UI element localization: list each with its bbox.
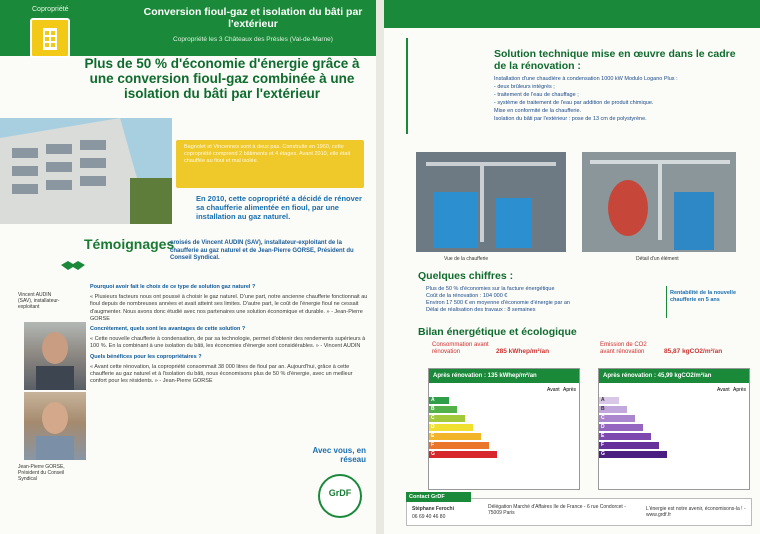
testimony-body [90, 284, 368, 388]
article-location: Copropriété les 3 Châteaux des Présles (Val-de-Marne) [173, 36, 333, 43]
contact-name: Stéphane Ferochi [412, 506, 454, 512]
solution-item: Mise en conformité de la chaufferie. [494, 108, 582, 114]
photo2-caption: Détail d'un élément [636, 256, 679, 262]
ges-bar-e: E [599, 433, 651, 440]
solution-title: Solution technique mise en œuvre dans le cadre de la rénovation : [494, 48, 736, 72]
dpe-bar-f: F [429, 442, 489, 449]
person2-caption: Jean-Pierre GORSE, Président du Conseil Syndical [18, 464, 65, 482]
right-page [384, 0, 760, 534]
bilan-title: Bilan énergétique et écologique [418, 326, 577, 338]
ges-bar-b: B [599, 406, 627, 413]
person2-photo [24, 392, 86, 460]
question-3: Quels bénéfices pour les copropriétaires ? [90, 353, 202, 360]
chiffre-item: Délai de réalisation des travaux : 8 semaines [426, 307, 536, 313]
person1-caption: Vincent AUDIN (SAV), installateur-exploitant [18, 292, 60, 310]
left-page [0, 0, 376, 534]
avec-nous-slogan: Avec vous, en réseau [312, 446, 366, 464]
emission-label: Emission de CO2 avant rénovation [600, 342, 647, 355]
answer-2: « Cette nouvelle chaufferie à condensation, de par sa technologie, permet d'obtenir des rendements supérieurs à 100 %. En la combinant à une isolation du bâti, les économies d'énergie sont considérables. » - Vincent AUDIN [90, 336, 366, 350]
temoignages-lead: croisés de Vincent AUDIN (SAV), installateur-exploitant de la chaufferie au gaz naturel et de Jean-Pierre GORSE, Président du Conseil Syndical. [170, 240, 354, 261]
footer-site: L'énergie est notre avenir, économisons-la ! - www.grdf.fr [646, 506, 746, 518]
building-photo [0, 118, 172, 224]
photo1-caption: Vue de la chaufferie [444, 256, 489, 262]
temoignages-title: Témoignages [84, 236, 175, 252]
solution-item: - deux brûleurs intégrés ; [494, 84, 555, 90]
solution-item: - traitement de l'eau de chauffage ; [494, 92, 579, 98]
person1-photo [24, 322, 86, 390]
building-logo-icon [30, 18, 70, 58]
chiffre-item: Environ 17 500 € en moyenne d'économie d'énergie par an [426, 300, 570, 306]
brace-line [656, 286, 667, 318]
ges-bar-d: D [599, 424, 643, 431]
dpe-bar-a: A [429, 397, 449, 404]
headline: Plus de 50 % d'économie d'énergie grâce à une conversion fioul-gaz combinée à une isolation du bâti par l'extérieur [84, 56, 360, 101]
conso-label: Consommation avant rénovation [432, 342, 489, 355]
category-tag: Copropriété [32, 6, 69, 13]
col-avant: Avant [717, 387, 730, 393]
dpe-bar-g: G [429, 451, 497, 458]
ges-bar-c: C [599, 415, 635, 422]
solution-bar [406, 38, 408, 134]
ges-bar-a: A [599, 397, 619, 404]
energy-label-box [428, 368, 580, 490]
right-header-band [384, 0, 760, 28]
decision-text: En 2010, cette copropriété a décidé de rénover sa chaufferie alimentée en fioul, par une installation au gaz naturel. [196, 194, 362, 221]
co2-label-head: Après rénovation : 45,99 kgCO2/m²/an [599, 369, 749, 383]
handshake-icon [60, 258, 86, 272]
boiler-detail-photo [582, 152, 736, 252]
col-apres: Après [563, 387, 577, 393]
chiffre-item: Coût de la rénovation : 104 000 € [426, 293, 508, 299]
contact-head: Contact GrDF [406, 492, 471, 502]
col-avant: Avant [547, 387, 560, 393]
emission-value: 85,87 kgCO2/m²/an [664, 348, 723, 355]
dpe-bar-e: E [429, 433, 481, 440]
rentabilite-text: Rentabilité de la nouvelle chaufferie en 5 ans [670, 290, 737, 303]
ges-bar-f: F [599, 442, 659, 449]
boiler-room-photo [416, 152, 566, 252]
dpe-bar-c: C [429, 415, 465, 422]
col-apres: Après [733, 387, 747, 393]
dpe-bar-b: B [429, 406, 457, 413]
ges-bar-g: G [599, 451, 667, 458]
solution-item: - système de traitement de l'eau par addition de produit chimique. [494, 100, 654, 106]
dpe-bar-d: D [429, 424, 473, 431]
question-2: Concrètement, quels sont les avantages de cette solution ? [90, 326, 246, 333]
conso-value: 285 kWhep/m²/an [496, 348, 550, 355]
page-gutter [376, 0, 384, 534]
solution-item: Installation d'une chaudière à condensation 1000 kW Modulo Logano Plus : [494, 76, 678, 82]
solution-item: Isolation du bâti par l'extérieur : pose de 13 cm de polystyrène. [494, 116, 647, 122]
question-1: Pourquoi avoir fait le choix de ce type de solution gaz naturel ? [90, 284, 256, 290]
grdf-logo-text: GrDF [328, 488, 352, 498]
chiffres-list [426, 286, 656, 314]
contact-phone: 06 69 40 46 80 [412, 514, 446, 520]
co2-label-box [598, 368, 750, 490]
energy-label-head: Après rénovation : 135 kWhep/m²/an [429, 369, 579, 383]
answer-1: « Plusieurs facteurs nous ont poussé à choisir le gaz naturel. D'une part, notre ancienne chaufferie fonctionnait au fioul depuis de nombreuses années et avait atteint ses limites. D'autre part, le coût de l'énergie fioul ne cessait d'augmenter. Nous avons donc étudié avec nos partenaires une solution économique et durable. » - Jean-Pierre GORSE [90, 294, 368, 322]
chiffre-item: Plus de 50 % d'économies sur la facture énergétique [426, 286, 555, 292]
intro-text: Bagnolet et Vincennes sont à deux pas. Construite en 1960, cette copropriété comprend 2 bâtiments et 4 étages. Avant 2010, elle était chauffée au fioul et mal isolée. [184, 144, 351, 164]
footer-address: Délégation Marché d'Affaires Ile de France - 6 rue Condorcet - 75009 Paris [488, 504, 626, 516]
chiffres-title: Quelques chiffres : [418, 270, 514, 282]
answer-3: « Avant cette rénovation, la copropriété consommait 38 000 litres de fioul par an. Aujourd'hui, grâce à cette chaufferie au gaz naturel et à l'isolation du bâti, nous économisons plus de 50 % d'énergie, avec un meilleur confort pour les résidents. » - Jean-Pierre GORSE [90, 363, 353, 385]
article-title: Conversion fioul-gaz et isolation du bâti par l'extérieur [143, 6, 363, 30]
solution-list [494, 76, 750, 124]
